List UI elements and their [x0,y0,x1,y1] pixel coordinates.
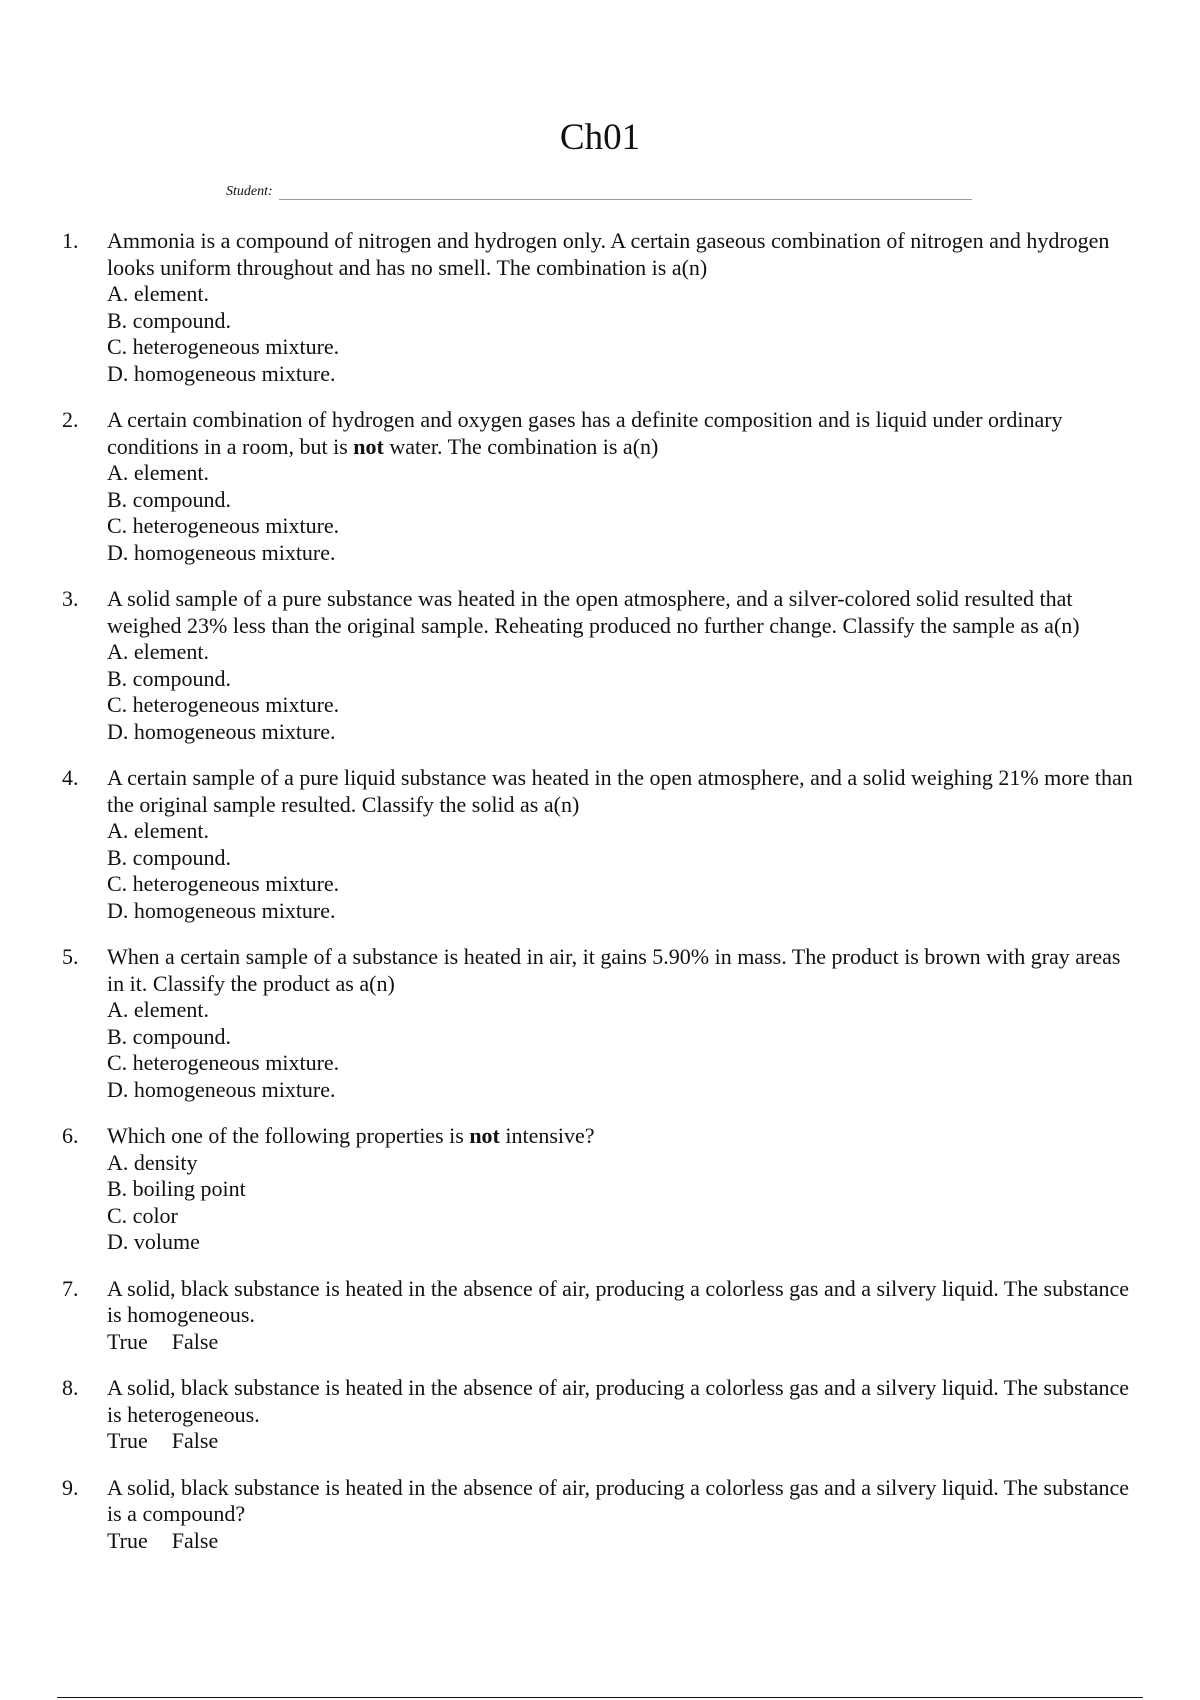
question-5 [62,944,1142,1103]
option-b: B. boiling point [107,1176,246,1201]
page-title: Ch01 [559,117,641,158]
option-c: C. heterogeneous mixture. [107,334,340,359]
question-4 [62,765,1142,924]
option-b: B. compound. [107,844,232,870]
question-number: 4. [62,765,79,790]
option-a: A. element. [107,997,210,1022]
option-b: B. compound. [107,307,232,333]
option-c: C. heterogeneous mixture. [107,513,340,538]
question-stem: A solid, black substance is heated in the absence of air, producing a colorless gas and a silvery liquid. The substance is heterogeneous. [107,1375,1130,1427]
option-false: False [171,1428,219,1453]
option-true: True [107,1428,148,1453]
option-d: D. homogeneous mixture. [107,718,336,744]
option-a: A. element. [107,639,210,664]
option-c: C. heterogeneous mixture. [107,871,340,896]
question-stem: A certain sample of a pure liquid substance was heated in the open atmosphere, and a solid weighing 21% more than the original sample resulted. Classify the solid as a(n) [107,765,1133,817]
option-a: A. element. [107,818,210,843]
option-c: C. heterogeneous mixture. [107,692,340,717]
question-stem: A solid, black substance is heated in the absence of air, producing a colorless gas and a silvery liquid. The substance is homogeneous. [107,1275,1130,1327]
question-stem: Which one of the following properties is not intensive? [107,1123,595,1148]
question-stem: When a certain sample of a substance is heated in air, it gains 5.90% in mass. The product is brown with gray areas in it. Classify the product as a(n) [107,944,1121,996]
student-name-line[interactable] [279,185,972,200]
question-stem: Ammonia is a compound of nitrogen and hydrogen only. A certain gaseous combination of nitrogen and hydrogen looks uniform throughout and has no smell. The combination is a(n) [107,228,1110,280]
question-3 [62,586,1142,745]
option-a: A. element. [107,460,210,485]
option-c: C. color [107,1202,178,1228]
option-a: A. density [107,1149,198,1175]
question-2 [62,407,1142,566]
question-number: 2. [62,407,79,432]
question-number: 3. [62,586,79,611]
question-7 [62,1276,1142,1356]
question-list [62,228,1142,1574]
option-b: B. compound. [107,486,232,512]
option-true: True [107,1328,148,1354]
question-number: 1. [62,228,79,253]
option-b: B. compound. [107,665,232,691]
question-stem: A certain combination of hydrogen and oxygen gases has a definite composition and is liquid under ordinary conditions in a room, but is not water. The combination is a(n) [107,407,1063,459]
true-false-options [107,1528,1142,1555]
option-false: False [171,1328,219,1354]
question-number: 7. [62,1275,79,1301]
question-number: 5. [62,944,79,969]
true-false-options [107,1329,1142,1356]
option-d: D. volume [107,1229,200,1254]
option-c: C. heterogeneous mixture. [107,1050,340,1075]
option-d: D. homogeneous mixture. [107,539,336,565]
emphasis-not: not [353,433,384,459]
student-label: Student: [226,184,273,199]
option-b: B. compound. [107,1023,232,1049]
option-d: D. homogeneous mixture. [107,1076,336,1102]
option-d: D. homogeneous mixture. [107,360,336,386]
student-name-row [226,184,972,200]
question-stem: A solid sample of a pure substance was heated in the open atmosphere, and a silver-colored solid resulted that weighed 23% less than the original sample. Reheating produced no further change. Classify the sample as a(n) [107,586,1080,638]
question-number: 6. [62,1123,79,1148]
question-1 [62,228,1142,387]
option-d: D. homogeneous mixture. [107,897,336,923]
question-9 [62,1475,1142,1555]
question-number: 9. [62,1474,79,1500]
question-stem: A solid, black substance is heated in the absence of air, producing a colorless gas and a silvery liquid. The substance is a compound? [107,1474,1130,1526]
option-a: A. element. [107,281,210,306]
question-number: 8. [62,1375,79,1400]
question-8 [62,1375,1142,1455]
page-bottom-rule [57,1697,1143,1698]
option-false: False [171,1527,219,1553]
emphasis-not: not [469,1123,500,1148]
true-false-options [107,1428,1142,1455]
question-6 [62,1123,1142,1256]
option-true: True [107,1527,148,1553]
